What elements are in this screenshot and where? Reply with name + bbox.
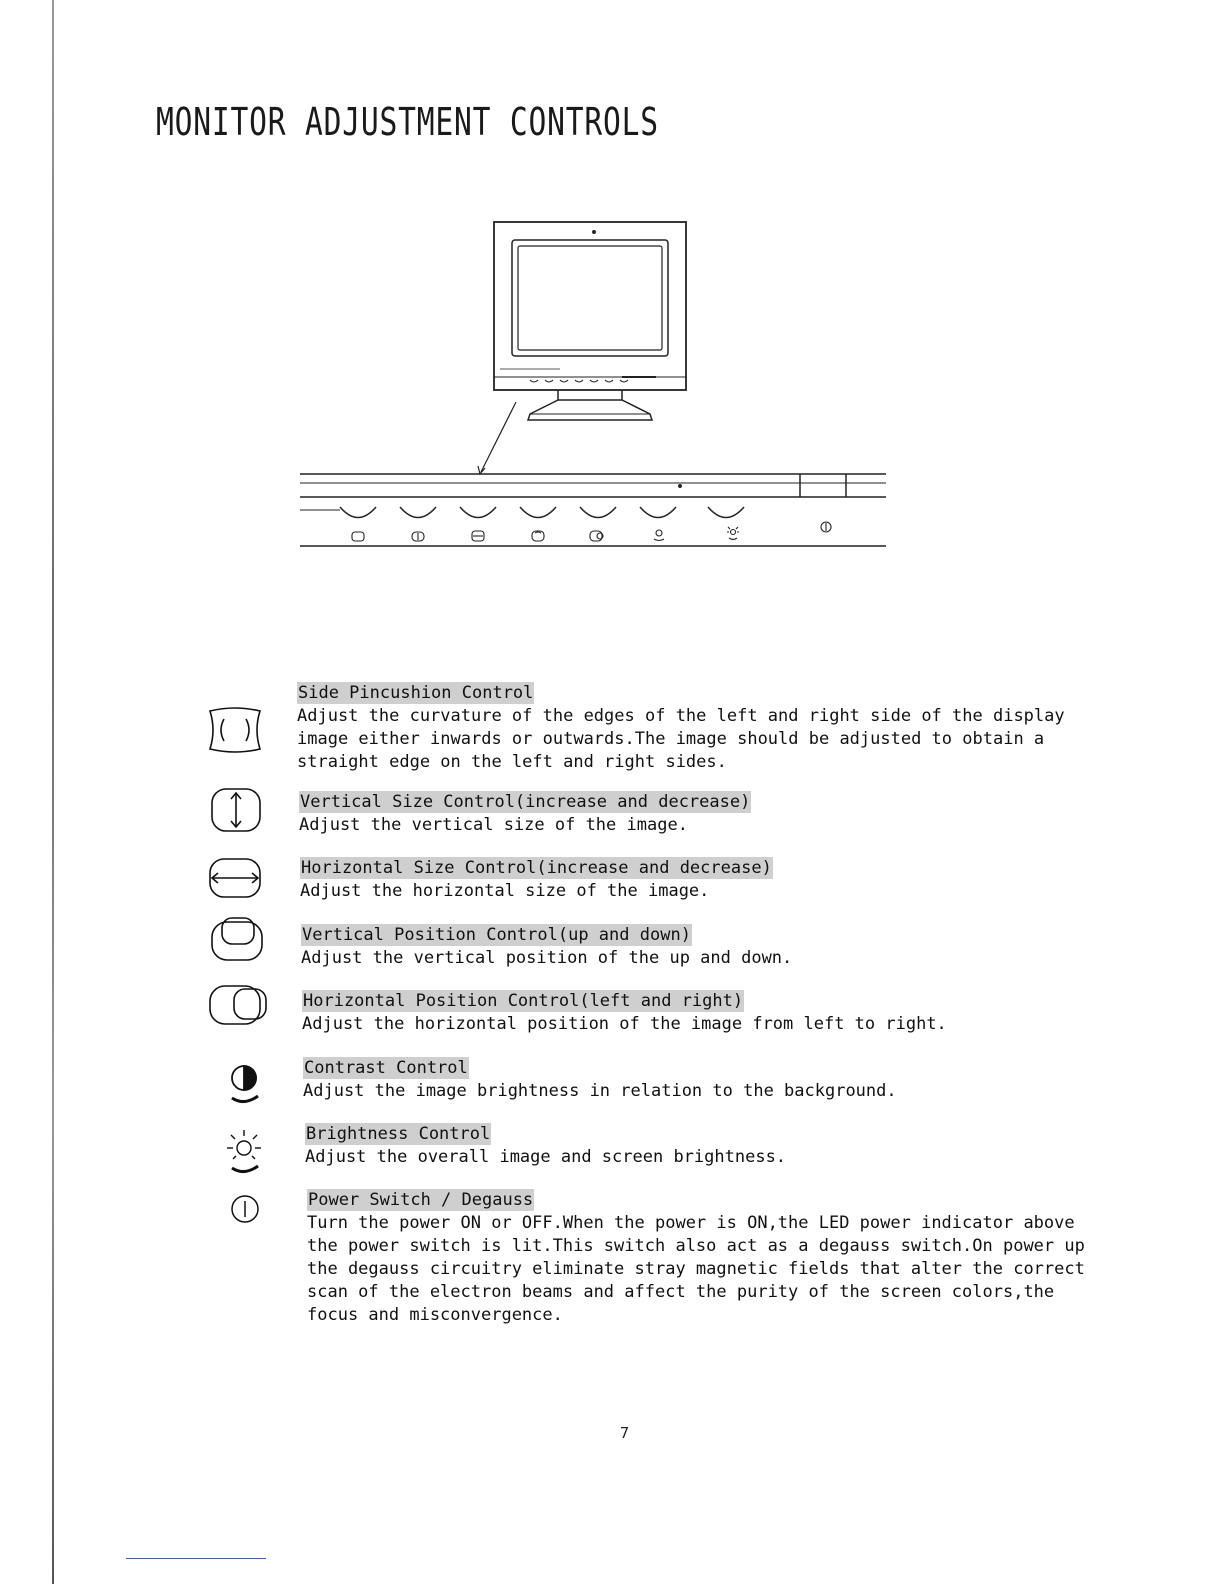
control-description: Adjust the curvature of the edges of the left and right side of the display image either inwards or outwards.The image should be adjusted to obtain a straight edge on the left and right sides.	[297, 706, 1065, 772]
control-heading: Vertical Position Control(up and down)	[302, 925, 691, 945]
control-description: Adjust the vertical position of the up and down.	[301, 948, 793, 968]
monitor-diagram	[0, 0, 1224, 600]
control-entry-side-pincushion	[297, 682, 1097, 774]
monitor-illustration	[478, 222, 686, 474]
horizontal-position-icon	[206, 981, 272, 1029]
brightness-icon	[224, 1124, 268, 1180]
control-entry-power-degauss	[307, 1189, 1107, 1327]
control-description: Adjust the vertical size of the image.	[299, 815, 688, 835]
control-heading: Contrast Control	[304, 1058, 468, 1078]
control-heading: Brightness Control	[306, 1124, 491, 1144]
control-entry-horizontal-position	[302, 990, 1102, 1036]
control-description: Adjust the overall image and screen brightness.	[305, 1147, 787, 1167]
side-pincushion-icon	[204, 705, 266, 755]
horizontal-size-icon	[206, 855, 264, 901]
control-heading: Horizontal Position Control(left and right)	[303, 991, 744, 1011]
control-heading: Vertical Size Control(increase and decrease)	[300, 792, 751, 812]
vertical-position-icon	[208, 914, 266, 964]
control-entry-horizontal-size	[300, 857, 1100, 903]
control-description: Turn the power ON or OFF.When the power is ON,the LED power indicator above the power switch is lit.This switch also act as a degauss switch.On power up the degauss circuitry eliminate stray magnetic fields that alter the correct scan of the electron beams and affect the purity of the screen colors,the focus and misconvergence.	[307, 1213, 1085, 1325]
control-description: Adjust the horizontal size of the image.	[300, 881, 710, 901]
control-description: Adjust the horizontal position of the image from left to right.	[302, 1014, 947, 1034]
control-heading: Horizontal Size Control(increase and decrease)	[301, 858, 772, 878]
page-number: 7	[620, 1424, 630, 1442]
contrast-icon	[226, 1060, 266, 1108]
control-heading: Side Pincushion Control	[298, 683, 534, 703]
scan-artifact-line	[126, 1558, 266, 1559]
control-heading: Power Switch / Degauss	[308, 1190, 534, 1210]
control-description: Adjust the image brightness in relation to the background.	[303, 1081, 897, 1101]
control-entry-brightness	[305, 1123, 1105, 1169]
page-title: MONITOR ADJUSTMENT CONTROLS	[156, 100, 659, 144]
control-entry-contrast	[303, 1057, 1103, 1103]
control-entry-vertical-size	[299, 791, 1099, 837]
vertical-size-icon	[208, 785, 264, 835]
front-panel-illustration	[300, 474, 886, 546]
power-icon	[226, 1192, 266, 1228]
control-entry-vertical-position	[301, 924, 1101, 970]
